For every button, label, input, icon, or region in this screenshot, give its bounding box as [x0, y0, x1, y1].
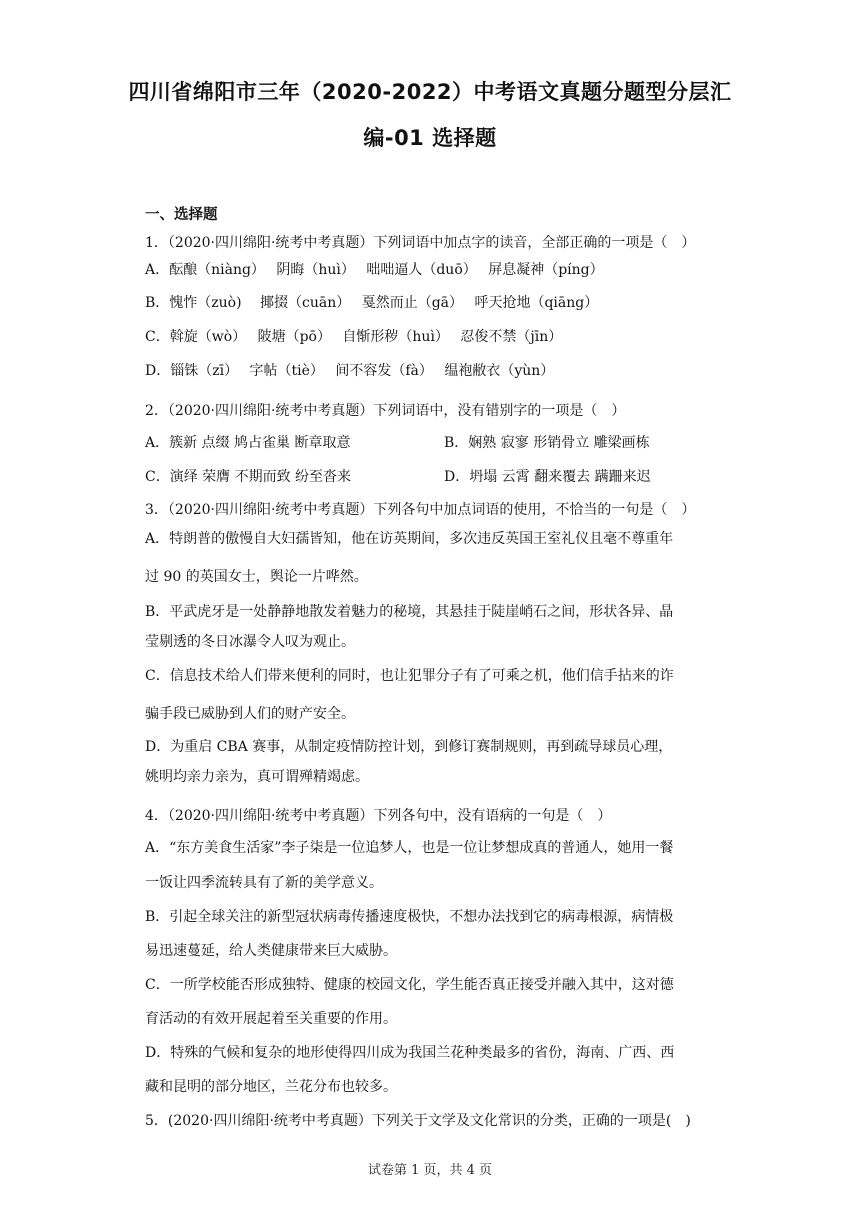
- section-heading: 一、选择题: [145, 207, 218, 223]
- q3-option-b-line1: B．平武虎牙是一处静静地散发着魅力的秘境，其悬挂于陡崖峭石之间，形状各异、晶: [145, 604, 674, 620]
- q4-option-b-line2: 易迅速蔓延，给人类健康带来巨大威胁。: [145, 943, 397, 959]
- q2-stem: 2．（2020·四川绵阳·统考中考真题）下列词语中，没有错别字的一项是（ ）: [145, 403, 626, 419]
- q3-option-a-line2: 过 90 的英国女士，舆论一片哗然。: [145, 569, 368, 585]
- q2-option-a: A．簇新 点缀 鸠占雀巢 断章取意: [145, 435, 351, 451]
- q5-stem: 5．(2020·四川绵阳·统考中考真题）下列关于文学及文化常识的分类，正确的一项是( ): [145, 1113, 691, 1129]
- q3-stem: 3．（2020·四川绵阳·统考中考真题）下列各句中加点词语的使用，不恰当的一句是（ ）: [145, 502, 696, 518]
- document-title-line-2: 编-01 选择题: [363, 126, 497, 150]
- q1-option-d: D．锱铢（zī） 字帖（tiè） 间不容发（fà） 缊袍敝衣（yùn）: [145, 363, 555, 379]
- q3-option-a-line1: A．特朗普的傲慢自大妇孺皆知，他在访英期间，多次违反英国王室礼仪且毫不尊重年: [145, 531, 674, 547]
- q2-option-d: D．坍塌 云霄 翻来覆去 蹒跚来迟: [444, 469, 651, 485]
- q3-option-d-line1: D．为重启 CBA 赛事，从制定疫情防控计划，到修订赛制规则，再到疏导球员心理，: [145, 739, 673, 755]
- q2-option-c: C．演绎 荣膺 不期而致 纷至沓来: [145, 469, 352, 485]
- q2-option-b: B．娴熟 寂寥 形销骨立 雕梁画栋: [444, 435, 650, 451]
- q4-option-b-line1: B．引起全球关注的新型冠状病毒传播速度极快，不想办法找到它的病毒根源，病情极: [145, 909, 674, 925]
- q1-stem: 1．（2020·四川绵阳·统考中考真题）下列词语中加点字的读音，全部正确的一项是（ ）: [145, 235, 696, 251]
- q4-option-a-line2: 一饭让四季流转具有了新的美学意义。: [145, 875, 383, 891]
- q4-option-a-line1: A．“东方美食生活家”李子柒是一位追梦人，也是一位让梦想成真的普通人，她用一餐: [145, 840, 674, 856]
- q1-option-a: A．酝酿（niàng） 阴晦（huì） 咄咄逼人（duō） 屏息凝神（píng）: [145, 262, 604, 278]
- q4-option-d-line1: D．特殊的气候和复杂的地形使得四川成为我国兰花种类最多的省份，海南、广西、西: [145, 1045, 675, 1061]
- q3-option-c-line1: C．信息技术给人们带来便利的同时，也让犯罪分子有了可乘之机，他们信手拈来的诈: [145, 668, 674, 684]
- document-title-line-1: 四川省绵阳市三年（2020-2022）中考语文真题分题型分层汇: [128, 80, 732, 104]
- q4-option-c-line1: C．一所学校能否形成独特、健康的校园文化，学生能否真正接受并融入其中，这对德: [145, 977, 674, 993]
- q4-option-c-line2: 育活动的有效开展起着至关重要的作用。: [145, 1011, 397, 1027]
- q4-stem: 4．（2020·四川绵阳·统考中考真题）下列各句中，没有语病的一句是（ ）: [145, 808, 612, 824]
- q4-option-d-line2: 藏和昆明的部分地区，兰花分布也较多。: [145, 1079, 397, 1095]
- q3-option-b-line2: 莹剔透的冬日冰瀑令人叹为观止。: [145, 634, 355, 650]
- q3-option-d-line2: 姚明均亲力亲为，真可谓殚精竭虑。: [145, 769, 369, 785]
- q1-option-b: B．愧怍（zuò) 揶掇（cuān） 戛然而止（gā） 呼天抢地（qiāng）: [145, 295, 599, 311]
- q1-option-c: C．斡旋（wò） 陂塘（pō） 自惭形秽（huì） 忍俊不禁（jīn）: [145, 329, 563, 345]
- q3-option-c-line2: 骗手段已威胁到人们的财产安全。: [145, 706, 355, 722]
- page-footer: 试卷第 1 页，共 4 页: [367, 1163, 493, 1178]
